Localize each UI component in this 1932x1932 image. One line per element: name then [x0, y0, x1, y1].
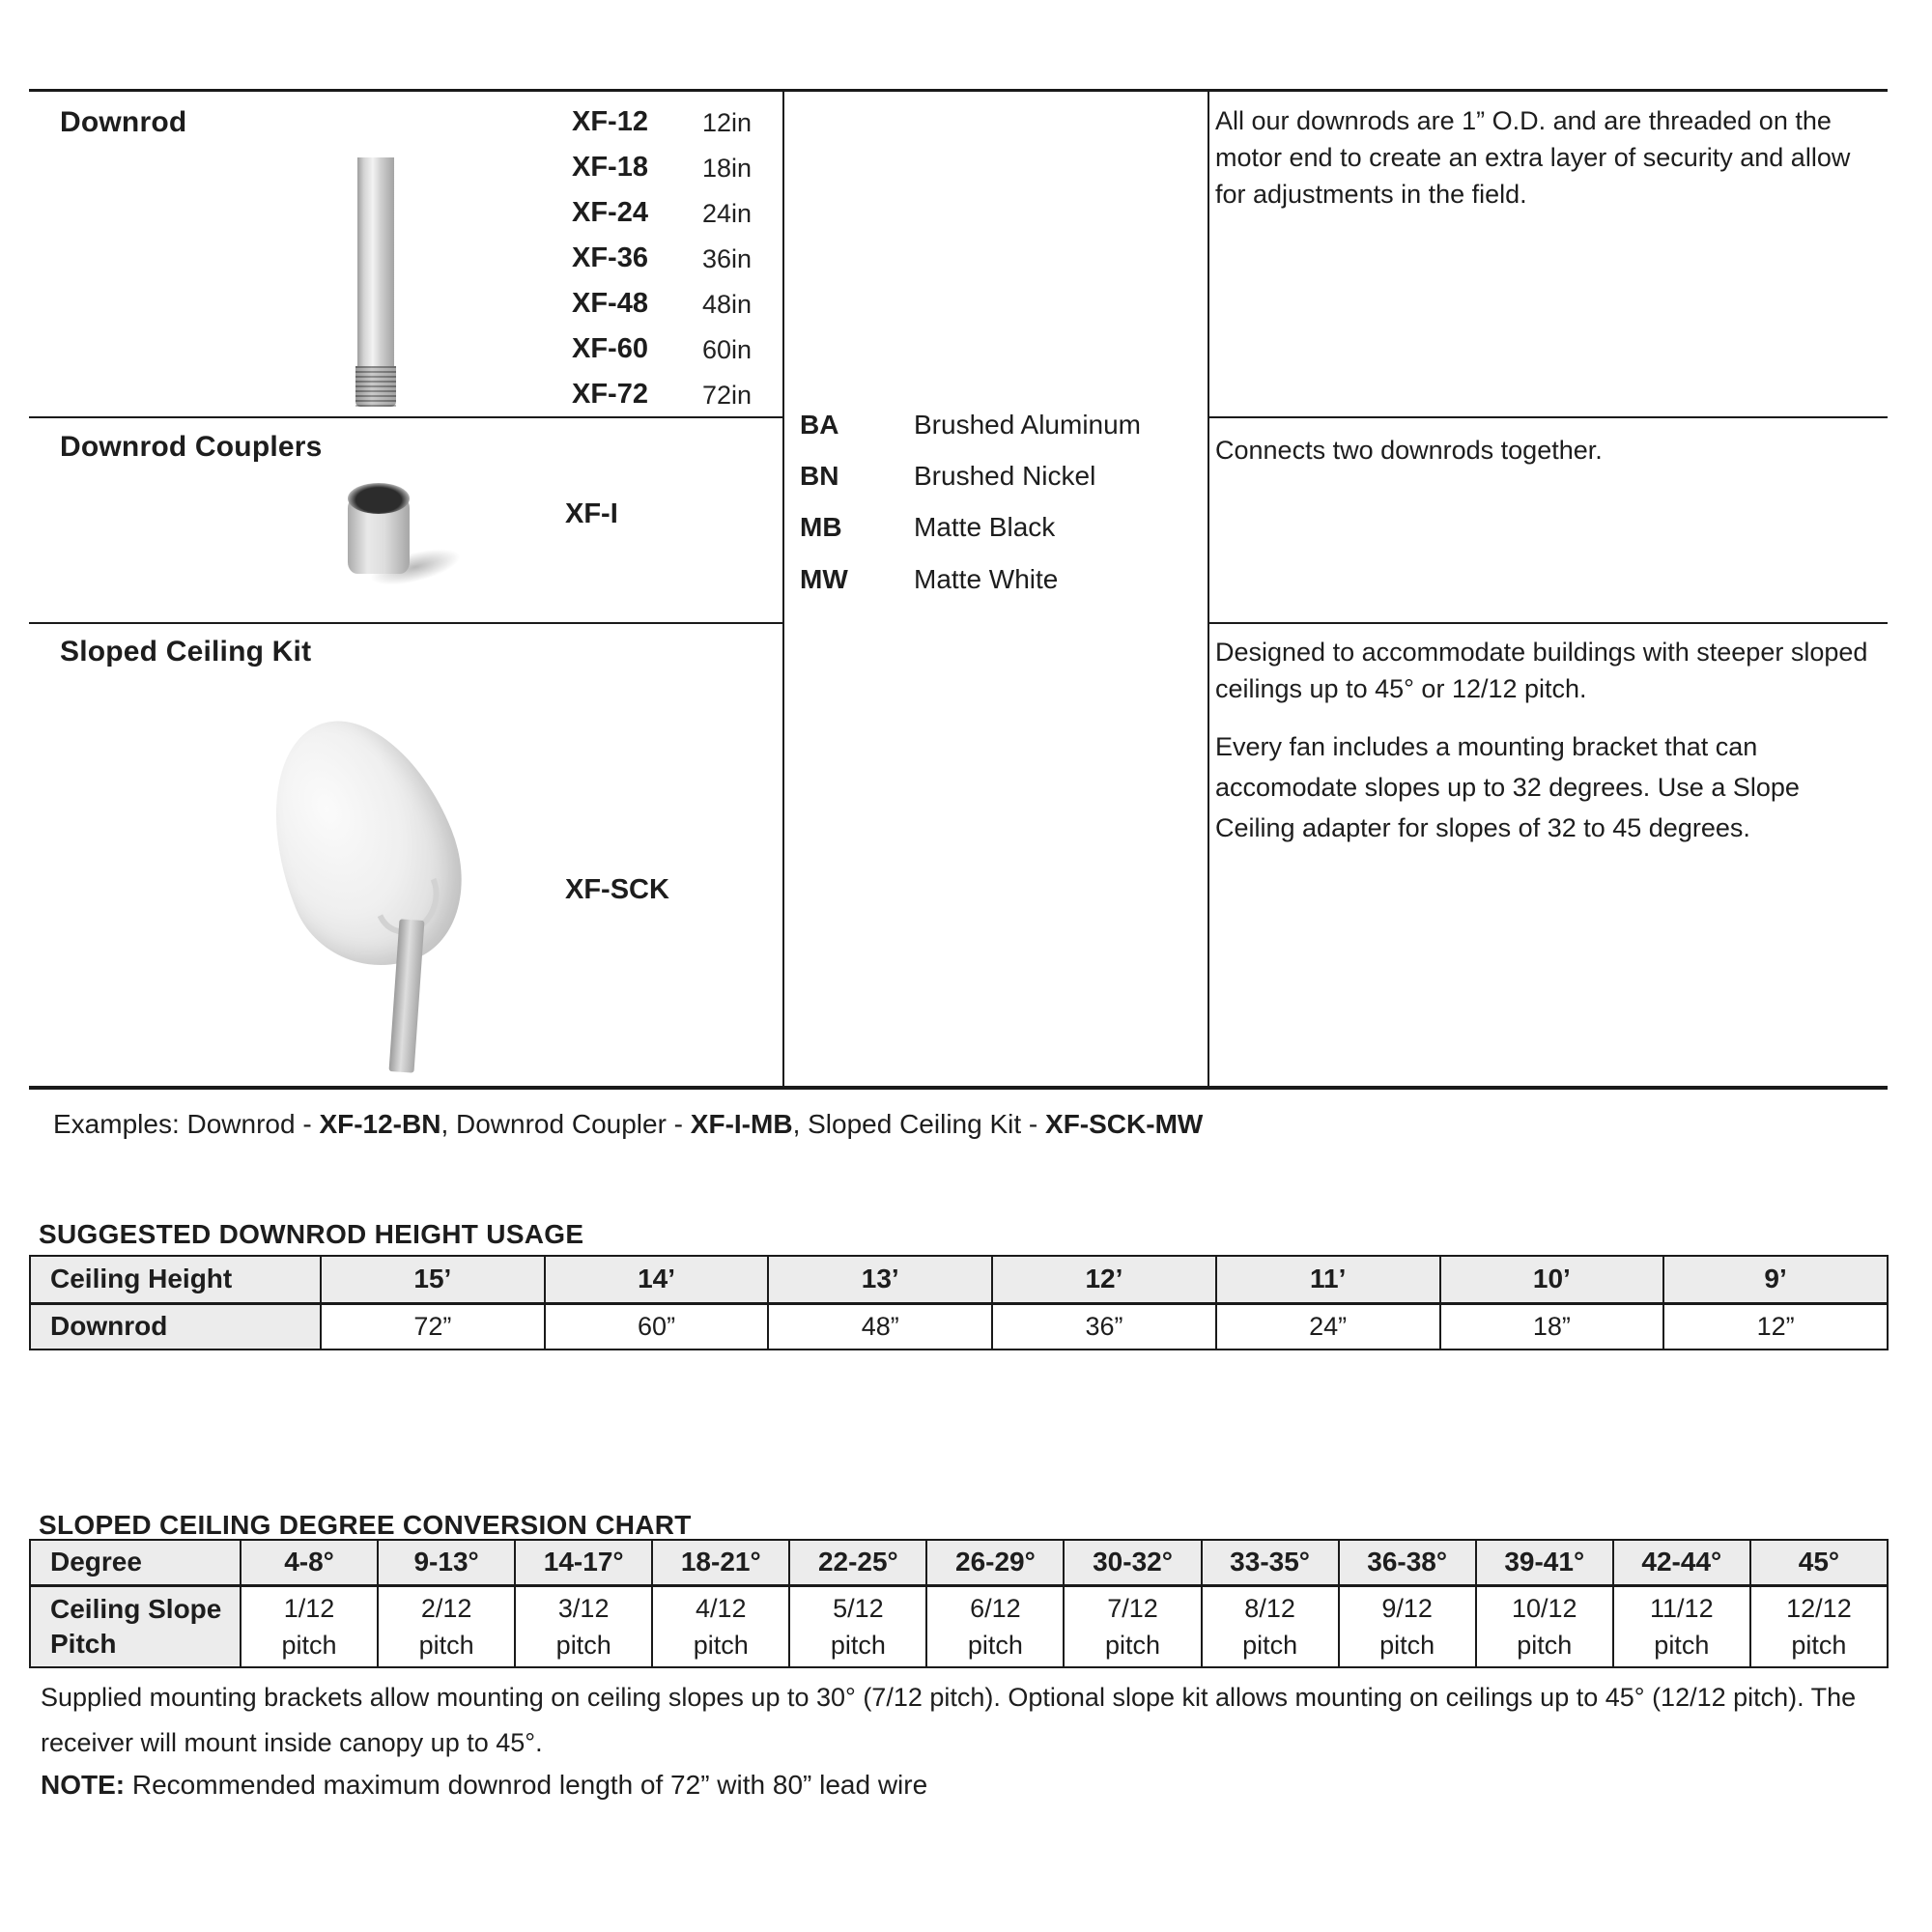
coupler-opening [348, 483, 410, 514]
downrod-size: 18in [702, 154, 753, 183]
height-table-value-row [30, 1303, 1888, 1350]
downrod-size: 72in [702, 381, 753, 410]
sloped-kit-heading: Sloped Ceiling Kit [60, 636, 312, 668]
table-vertical-divider-1 [782, 89, 784, 1090]
downrod-heading: Downrod [60, 106, 187, 138]
pitch-word: pitch [1791, 1630, 1847, 1660]
pitch-cell [926, 1585, 1064, 1667]
degree-table-row2-label [30, 1585, 241, 1667]
ceiling-height-cell: 11’ [1216, 1256, 1440, 1303]
pitch-cell [789, 1585, 926, 1667]
note-text: Recommended maximum downrod length of 72” with 80” lead wire [125, 1770, 928, 1800]
examples-code-coupler: XF-I-MB [690, 1109, 793, 1139]
height-table [29, 1255, 1889, 1350]
degree-range-cell: 45° [1750, 1540, 1888, 1585]
pitch-value: 9/12 [1381, 1593, 1433, 1623]
downrod-size: 12in [702, 108, 753, 137]
pitch-word: pitch [693, 1630, 749, 1660]
degree-range-cell: 39-41° [1476, 1540, 1613, 1585]
finish-code: BN [800, 461, 839, 491]
max-downrod-note [41, 1770, 927, 1801]
degree-range-cell: 4-8° [241, 1540, 378, 1585]
pitch-value: 10/12 [1511, 1593, 1577, 1623]
sloped-kit-description-2: Every fan includes a mounting bracket that can accomodate slopes up to 32 degrees. Use a Slope Ceiling adapter for slopes of 32 to 45 degrees. [1215, 732, 1800, 842]
pitch-cell [1613, 1585, 1750, 1667]
downrod-code: XF-72 [572, 379, 648, 410]
downrod-length-cell: 24” [1216, 1303, 1440, 1350]
downrod-length-cell: 60” [545, 1303, 769, 1350]
height-table-title: SUGGESTED DOWNROD HEIGHT USAGE [39, 1219, 584, 1249]
height-table-row1-label: Ceiling Height [30, 1256, 321, 1303]
pitch-cell [652, 1585, 789, 1667]
pitch-word: pitch [1654, 1630, 1710, 1660]
pitch-value: 11/12 [1650, 1593, 1714, 1623]
downrod-description: All our downrods are 1” O.D. and are threaded on the motor end to create an extra layer of security and allow for adjustments in the field. [1215, 106, 1851, 209]
pitch-word: pitch [281, 1630, 337, 1660]
ceiling-height-cell: 12’ [992, 1256, 1216, 1303]
ceiling-height-cell: 13’ [768, 1256, 992, 1303]
downrod-size: 48in [702, 290, 753, 319]
finish-code: MW [800, 564, 848, 594]
sloped-kit-description-1: Designed to accommodate buildings with steeper sloped ceilings up to 45° or 12/12 pitch. [1215, 638, 1868, 703]
downrod-code: XF-36 [572, 242, 648, 273]
degree-table-header-row [30, 1540, 1888, 1585]
finish-code: BA [800, 410, 839, 440]
pitch-word: pitch [967, 1630, 1023, 1660]
downrod-code: XF-18 [572, 152, 648, 183]
pitch-cell [1202, 1585, 1339, 1667]
coupler-code: XF-I [565, 498, 618, 529]
degree-range-cell: 22-25° [789, 1540, 926, 1585]
sloped-kit-code: XF-SCK [565, 874, 669, 905]
degree-range-cell: 26-29° [926, 1540, 1064, 1585]
pitch-cell [1064, 1585, 1201, 1667]
downrod-code: XF-24 [572, 197, 648, 228]
pitch-value: 2/12 [420, 1593, 472, 1623]
downrod-length-cell: 48” [768, 1303, 992, 1350]
finish-name: Brushed Aluminum [914, 410, 1142, 440]
right-divider-couplers-sloped [1209, 622, 1888, 624]
pitch-word: pitch [1379, 1630, 1435, 1660]
finish-name: Matte White [914, 564, 1059, 594]
downrod-size: 24in [702, 199, 753, 228]
ceiling-height-cell: 15’ [321, 1256, 545, 1303]
pitch-word: pitch [1242, 1630, 1298, 1660]
finish-name: Matte Black [914, 512, 1056, 542]
right-divider-downrod-couplers [1209, 416, 1888, 418]
degree-range-cell: 36-38° [1339, 1540, 1476, 1585]
pitch-value: 1/12 [283, 1593, 335, 1623]
degree-range-cell: 14-17° [515, 1540, 652, 1585]
degree-range-cell: 18-21° [652, 1540, 789, 1585]
ceiling-height-cell: 10’ [1440, 1256, 1664, 1303]
downrod-size: 60in [702, 335, 753, 364]
note-label: NOTE: [41, 1770, 126, 1800]
examples-text: , Downrod Coupler - [440, 1109, 691, 1139]
pitch-value: 4/12 [695, 1593, 747, 1623]
degree-table [29, 1539, 1889, 1668]
degree-table-row1-label: Degree [30, 1540, 241, 1585]
sloped-kit-canopy [235, 694, 491, 993]
pitch-word: pitch [418, 1630, 474, 1660]
pitch-cell [378, 1585, 515, 1667]
pitch-cell [1750, 1585, 1888, 1667]
pitch-cell [1339, 1585, 1476, 1667]
finish-code: MB [800, 512, 842, 542]
table-top-border [29, 89, 1888, 92]
degree-table-title: SLOPED CEILING DEGREE CONVERSION CHART [39, 1510, 692, 1540]
pitch-word: pitch [1104, 1630, 1161, 1660]
ceiling-height-cell: 9’ [1663, 1256, 1888, 1303]
degree-range-cell: 9-13° [378, 1540, 515, 1585]
pitch-word: pitch [1517, 1630, 1573, 1660]
height-table-header-row [30, 1256, 1888, 1303]
finish-name: Brushed Nickel [914, 461, 1096, 491]
downrod-length-cell: 18” [1440, 1303, 1664, 1350]
downrod-code: XF-12 [572, 106, 648, 137]
examples-code-downrod: XF-12-BN [319, 1109, 441, 1139]
ceiling-height-cell: 14’ [545, 1256, 769, 1303]
downrod-length-cell: 72” [321, 1303, 545, 1350]
pitch-value: 12/12 [1786, 1593, 1852, 1623]
examples-code-sloped-kit: XF-SCK-MW [1045, 1109, 1204, 1139]
degree-range-cell: 42-44° [1613, 1540, 1750, 1585]
couplers-heading: Downrod Couplers [60, 431, 323, 463]
left-divider-couplers-sloped [29, 622, 782, 624]
pitch-cell [1476, 1585, 1613, 1667]
left-divider-downrod-couplers [29, 416, 782, 418]
examples-line [53, 1109, 1203, 1140]
pitch-value: 8/12 [1244, 1593, 1295, 1623]
downrod-length-cell: 12” [1663, 1303, 1888, 1350]
pitch-word: pitch [555, 1630, 611, 1660]
downrod-length-cell: 36” [992, 1303, 1216, 1350]
pitch-cell [241, 1585, 378, 1667]
table-vertical-divider-2 [1208, 89, 1209, 1090]
pitch-label-line1: Ceiling Slope [50, 1593, 222, 1624]
examples-text: Examples: Downrod - [53, 1109, 320, 1139]
pitch-value: 3/12 [557, 1593, 610, 1623]
pitch-cell [515, 1585, 652, 1667]
degree-range-cell: 33-35° [1202, 1540, 1339, 1585]
downrod-rod-illustration [357, 157, 394, 366]
pitch-value: 7/12 [1107, 1593, 1158, 1623]
degree-table-pitch-row [30, 1585, 1888, 1667]
height-table-row2-label: Downrod [30, 1303, 321, 1350]
slope-mounting-note: Supplied mounting brackets allow mounting on ceiling slopes up to 30° (7/12 pitch). Optional slope kit allows mounting on ceilings up to 45° (12/12 pitch). The receiver will mount inside canopy up to 45°. [41, 1683, 1857, 1757]
downrod-code: XF-48 [572, 288, 648, 319]
table-bottom-border [29, 1086, 1888, 1090]
downrod-code: XF-60 [572, 333, 648, 364]
degree-range-cell: 30-32° [1064, 1540, 1201, 1585]
coupler-description: Connects two downrods together. [1215, 436, 1603, 465]
downrod-rod-threads [355, 366, 396, 407]
pitch-label-line2: Pitch [50, 1628, 117, 1659]
pitch-word: pitch [830, 1630, 886, 1660]
pitch-value: 6/12 [970, 1593, 1021, 1623]
examples-text: , Sloped Ceiling Kit - [792, 1109, 1046, 1139]
downrod-size: 36in [702, 244, 753, 273]
pitch-value: 5/12 [833, 1593, 884, 1623]
